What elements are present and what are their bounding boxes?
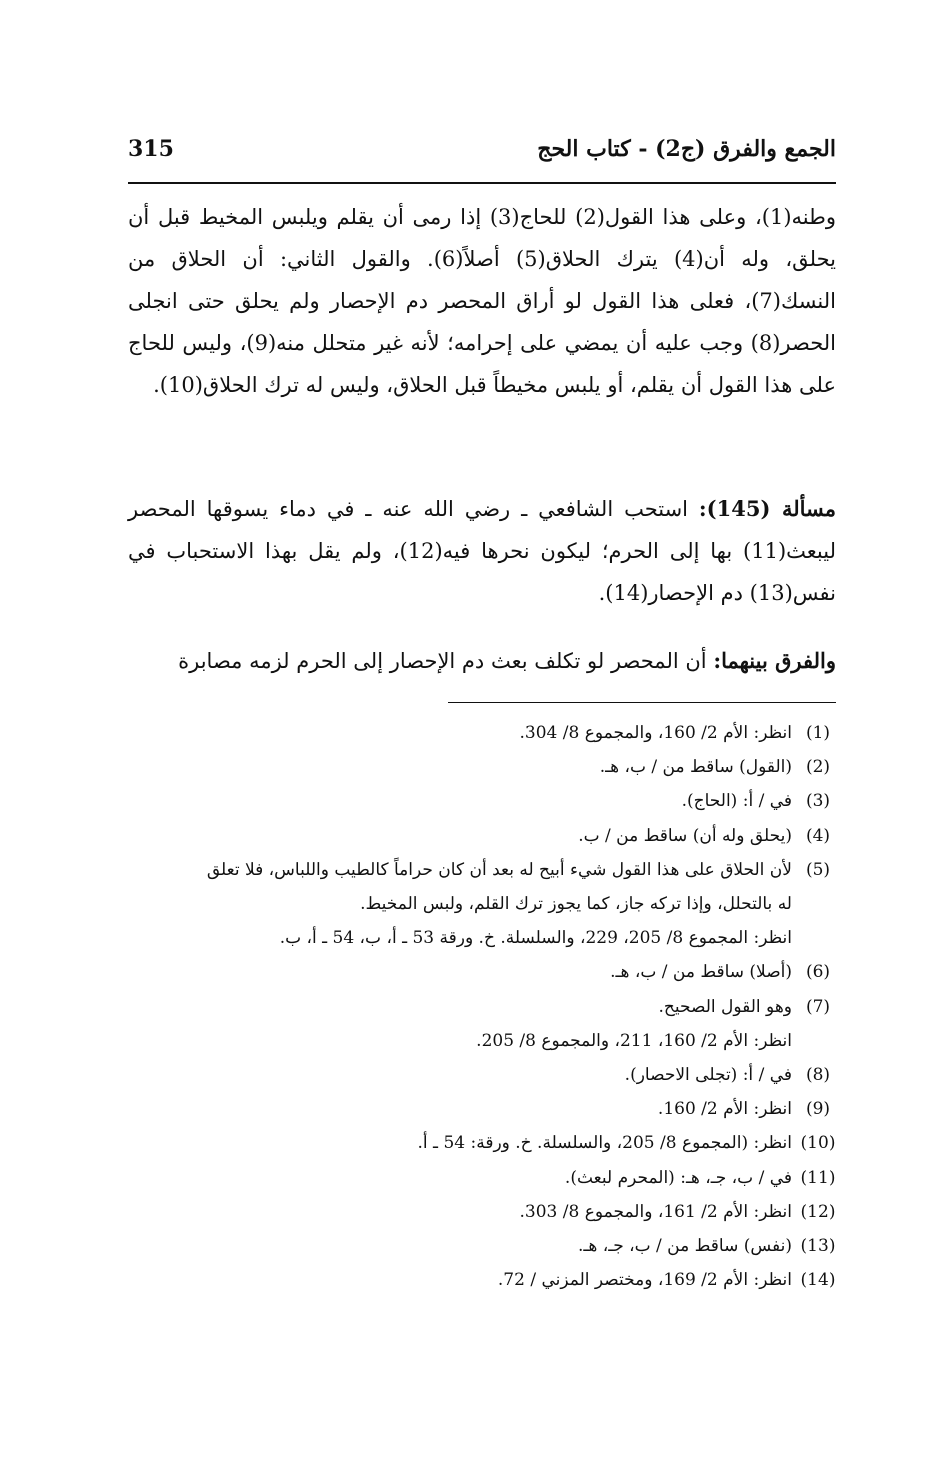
paragraph-issue-145 — [128, 488, 836, 614]
paragraph-1: وطنه(1)، وعلى هذا القول(2) للحاج(3) إذا رمى أن يقلم ويلبس المخيط قبل أن يحلق، وله أن(4) يترك الحلاق(5) أصلاً(6). والقول الثاني: أن الحلاق من النسك(7)، فعلى هذا القول لو أراق المحصر دم الإحصار ولم يحلق حتى انجلى الحصر(8) وجب عليه أن يمضي على إحرامه؛ لأنه غير متحلل منه(9)، وليس للحاج على هذا القول أن يقلم، أو يلبس مخيطاً قبل الحلاق، وليس له ترك الحلاق(10). — [128, 205, 837, 397]
footnote-item — [128, 1161, 836, 1195]
issue-label: مسألة (145): — [698, 496, 836, 521]
footnote-text: وهو القول الصحيح. — [658, 996, 792, 1017]
footnote-item — [128, 1092, 836, 1126]
footnote-item — [128, 1126, 836, 1160]
footnote-text: انظر: (المجموع 8/ 205، والسلسلة. خ. ورقة: 54 ـ أ. — [417, 1133, 792, 1154]
footnote-item — [128, 716, 836, 750]
footnote-text: في / أ: (تجلى الاحصار). — [624, 1065, 792, 1086]
footnote-text: (نفس) ساقط من / ب، جـ، هـ. — [578, 1236, 792, 1257]
footnote-number: (14) — [800, 1270, 836, 1291]
footnote-number: (4) — [805, 825, 831, 846]
footnote-text: في / أ: (الحاج). — [681, 791, 792, 812]
header-rule — [128, 182, 836, 184]
footnote-item — [128, 853, 836, 956]
footnote-item — [128, 1229, 836, 1263]
footnote-text: في / ب، جـ، هـ: (المحرم لبعث). — [564, 1167, 792, 1188]
footnotes-list — [128, 716, 836, 1297]
footnote-number: (3) — [805, 791, 831, 812]
footnote-number: (10) — [800, 1133, 836, 1154]
footnote-item — [128, 784, 836, 818]
footnote-number: (2) — [805, 757, 831, 778]
footnote-text: له بالتحلل، وإذا تركه جاز، كما يجوز ترك القلم، ولبس المخيط. — [360, 894, 792, 915]
difference-label: والفرق بينهما: — [713, 648, 836, 673]
footnote-separator — [448, 702, 836, 703]
footnote-number: (11) — [800, 1167, 836, 1188]
footnote-number: (6) — [805, 962, 831, 983]
paragraph-difference — [128, 640, 836, 682]
footnote-item — [128, 750, 836, 784]
footnote-text: انظر: الأم 2/ 161، والمجموع 8/ 303. — [519, 1201, 792, 1222]
page-header — [128, 132, 836, 172]
footnote-number: (13) — [800, 1236, 836, 1257]
footnote-text: لأن الحلاق على هذا القول شيء أبيح له بعد أن كان حراماً كالطيب واللباس، فلا تعلق — [206, 859, 792, 880]
footnote-number: (1) — [805, 723, 831, 743]
footnote-item — [128, 955, 836, 989]
footnote-text: (يحلق وله أن) ساقط من / ب. — [578, 825, 792, 846]
footnote-item — [128, 1195, 836, 1229]
footnote-text: (القول) ساقط من / ب، هـ. — [599, 757, 792, 778]
page-number: 315 — [128, 136, 174, 162]
running-title: الجمع والفرق (ج2) - كتاب الحج — [537, 136, 836, 162]
difference-text: أن المحصر لو تكلف بعث دم الإحصار إلى الحرم لزمه مصابرة — [178, 649, 707, 673]
footnote-text: انظر: المجموع 8/ 205، 229، والسلسلة. خ. ورقة 53 ـ أ، ب، 54 ـ أ، ب. — [279, 928, 792, 949]
footnote-text: انظر: الأم 2/ 160، 211، والمجموع 8/ 205. — [476, 1030, 792, 1051]
footnote-item — [128, 819, 836, 853]
footnote-item — [128, 990, 836, 1058]
footnote-text: انظر: الأم 2/ 160. — [657, 1099, 792, 1120]
footnote-number: (7) — [805, 996, 831, 1017]
footnote-number: (5) — [805, 859, 831, 880]
footnote-item — [128, 1263, 836, 1297]
footnote-item — [128, 1058, 836, 1092]
footnote-text: انظر: الأم 2/ 169، ومختصر المزني / 72. — [497, 1270, 792, 1291]
footnote-text: (أصلا) ساقط من / ب، هـ. — [610, 962, 792, 983]
footnote-number: (9) — [805, 1099, 831, 1120]
issue-text: استحب الشافعي ـ رضي الله عنه ـ في دماء يسوقها المحصر ليبعث(11) بها إلى الحرم؛ ليكون نحرها فيه(12)، ولم يقل بهذا الاستحباب في نفس(13) دم الإحصار(14). — [128, 497, 836, 605]
footnote-number: (8) — [805, 1065, 831, 1086]
footnote-number: (12) — [800, 1201, 836, 1222]
footnote-text: انظر: الأم 2/ 160، والمجموع 8/ 304. — [519, 723, 792, 743]
